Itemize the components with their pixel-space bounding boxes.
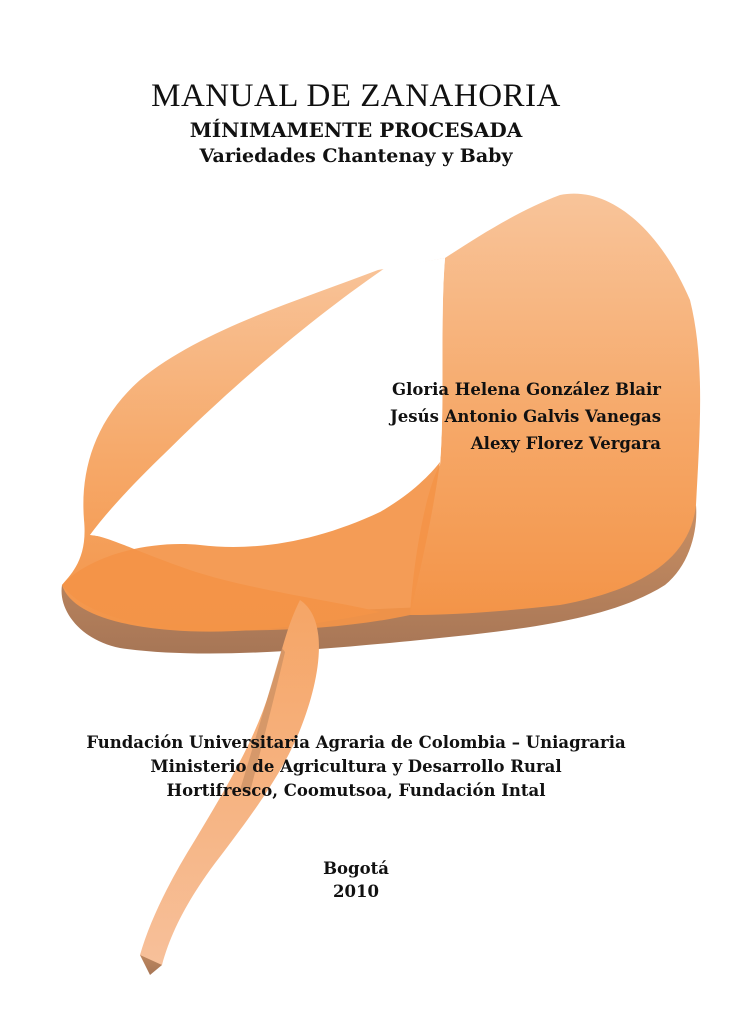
publication-place: Bogotá <box>323 859 389 878</box>
publication-info <box>0 857 712 903</box>
manual-varieties: Variedades Chantenay y Baby <box>199 145 513 167</box>
institution-name: Hortifresco, Coomutsoa, Fundación Intal <box>166 781 546 800</box>
author-name: Alexy Florez Vergara <box>470 434 661 453</box>
institution-name: Fundación Universitaria Agraria de Colombia – Uniagraria <box>86 733 626 752</box>
institution-name: Ministerio de Agricultura y Desarrollo Rural <box>150 757 562 776</box>
author-list <box>390 376 661 457</box>
publication-year: 2010 <box>333 882 379 901</box>
author-name: Jesús Antonio Galvis Vanegas <box>390 407 661 426</box>
manual-title: MANUAL DE ZANAHORIA <box>151 78 561 114</box>
manual-subtitle: MÍNIMAMENTE PROCESADA <box>189 118 523 142</box>
institution-list <box>0 731 712 803</box>
author-name: Gloria Helena González Blair <box>392 380 661 399</box>
